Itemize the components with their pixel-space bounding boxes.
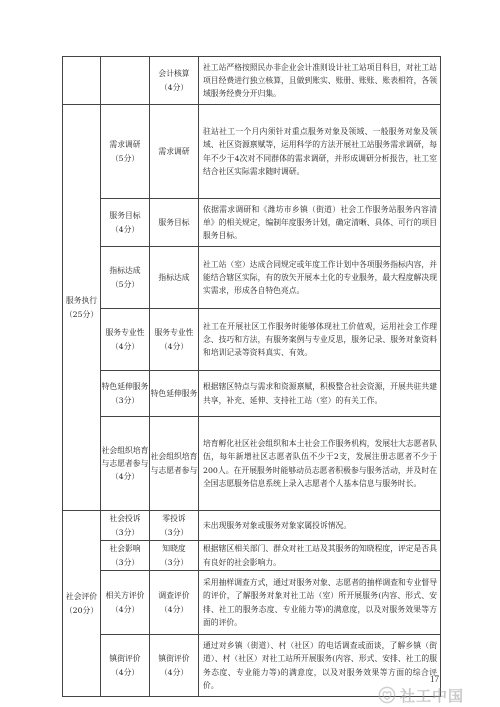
item-cell: 社会投诉 （3分） (101, 511, 150, 541)
description-cell: 社工站严格按照民办非企业会计准则设计社工站项目科目，对社工站项目经费进行独立核算，且做到账实、账册、账账、账表相符，各领域服务经费分开归集。 (199, 57, 441, 105)
description-cell: 通过对乡镇（街道）、村（社区）的电话调查或面谈，了解乡镇（街道）、村（社区）对社工站所开展服务(内容、形式、安排、社工的服务态度、专业能力等)的满意度，以及对服务效果等方面的综合评价。 (199, 635, 441, 697)
item-cell: 镇街评价 （4分） (101, 635, 150, 697)
item-cell: 相关方评价 （4分） (101, 571, 150, 635)
watermark-text: 社工中国 (400, 686, 465, 705)
item-cell: 服务目标 （4分） (101, 199, 150, 247)
standard-cell: 社会组织培育与志愿者参与 (150, 417, 199, 511)
evaluation-table (62, 56, 441, 697)
description-cell: 培育孵化社区社会组织和本土社会工作服务机构，发展壮大志愿者队伍，每年新增社区志愿者队伍不少于2支，发展注册志愿者不少于200人。在开展服务时能够动员志愿者积极参与服务活动，并及时在全国志愿服务信息系统上录入志愿者个人基本信息与服务时长。 (199, 417, 441, 511)
table-row (63, 571, 441, 635)
description-cell: 采用抽样调查方式，通过对服务对象、志愿者的抽样调查和专业督导的评价，了解服务对象对社工站（室）所开展服务(内容、形式、安排、社工的服务态度、专业能力等)的满意度，以及对服务效果等方面的评价。 (199, 571, 441, 635)
table-row (63, 57, 441, 105)
standard-cell: 调查评价 （4分） (150, 571, 199, 635)
standard-cell: 特色延伸服务 (150, 371, 199, 417)
page-number: 17 (430, 674, 439, 684)
category-cell: 社会评价 （20分） (63, 511, 101, 697)
standard-cell: 服务目标 (150, 199, 199, 247)
description-cell: 根据辖区特点与需求和资源禀赋，积极整合社会资源，开展共驻共建共享，补充、延伸、支持社工站（室）的有关工作。 (199, 371, 441, 417)
standard-cell: 零投诉 （3分） (150, 511, 199, 541)
table-row (63, 309, 441, 371)
standard-cell: 服务专业性 （4分） (150, 309, 199, 371)
item-cell: 社会影响 （3分） (101, 541, 150, 571)
description-cell: 根据辖区相关部门、群众对社工站及其服务的知晓程度，评定是否具有良好的社会影响力。 (199, 541, 441, 571)
watermark (378, 684, 490, 706)
table-row (63, 199, 441, 247)
standard-cell: 需求调研 (150, 105, 199, 199)
standard-cell: 会计核算 （4分） (150, 57, 199, 105)
description-cell: 依据需求调研和《潍坊市乡镇（街道）社会工作服务站服务内容清单》的相关规定，编制年度服务计划，确定清晰、具体、可行的项目服务目标。 (199, 199, 441, 247)
heart-hands-logo-icon (378, 686, 396, 704)
table-row (63, 105, 441, 199)
standard-cell: 知晓度 （3分） (150, 541, 199, 571)
category-cell: 服务执行 （25分） (63, 105, 101, 511)
item-cell: 需求调研 （5分） (101, 105, 150, 199)
item-cell: 社会组织培育与志愿者参与 （4分） (101, 417, 150, 511)
item-cell: 指标达成 （5分） (101, 247, 150, 309)
table-row (63, 371, 441, 417)
category-cell (63, 57, 101, 105)
description-cell: 未出现服务对象或服务对象家属投诉情况。 (199, 511, 441, 541)
table-row (63, 247, 441, 309)
item-cell: 服务专业性 （4分） (101, 309, 150, 371)
standard-cell: 指标达成 (150, 247, 199, 309)
description-cell: 驻站社工一个月内须针对重点服务对象及领域、一般服务对象及领域、社区资源禀赋等，运用科学的方法开展社工站服务需求调研，每年不少于4次对不同群体的需求调研，并形成调研分析报告，社工室结合社区实际需求随时调研。 (199, 105, 441, 199)
table-row (63, 417, 441, 511)
table-row (63, 541, 441, 571)
evaluation-table-page (62, 56, 440, 697)
item-cell: 特色延伸服务 （3分） (101, 371, 150, 417)
table-row (63, 511, 441, 541)
description-cell: 社工站（室）达成合同规定或年度工作计划中各项服务指标内容，并能结合辖区实际，有的放矢开展本土化的专业服务，最大程度解决现实需求，形成各自特色亮点。 (199, 247, 441, 309)
item-cell (101, 57, 150, 105)
description-cell: 社工在开展社区工作服务时能够体现社工价值观，运用社会工作理念、技巧和方法，有服务案例与专业反思，服务记录、服务对象资料和培训记录等资料真实、有效。 (199, 309, 441, 371)
standard-cell: 镇街评价 （4分） (150, 635, 199, 697)
